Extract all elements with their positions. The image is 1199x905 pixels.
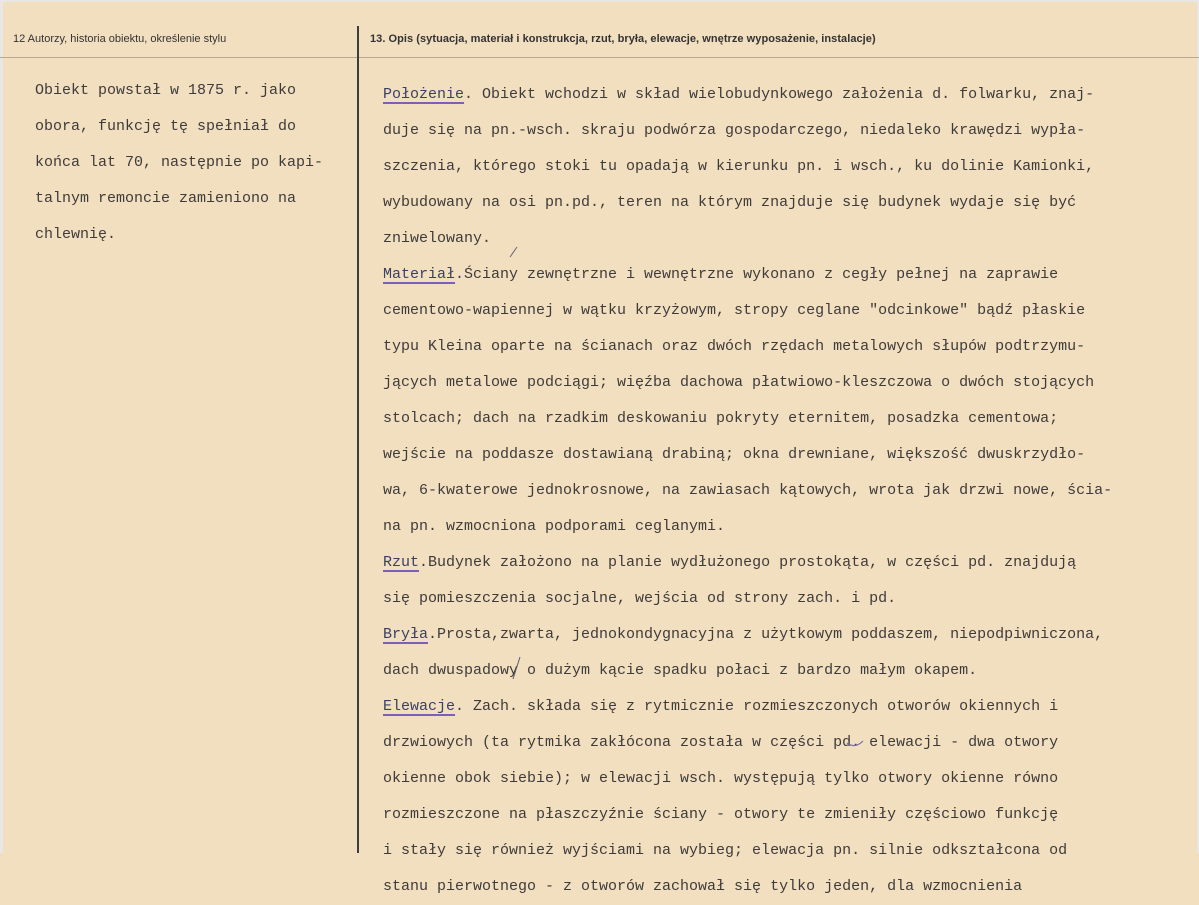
- right-text-line: [383, 365, 1112, 401]
- left-column-header: 12 Autorzy, historia obiektu, określenie stylu: [13, 33, 227, 45]
- line-text: na pn. wzmocniona podporami ceglanymi.: [383, 518, 726, 535]
- right-text-line: [383, 761, 1112, 797]
- right-text-line: [383, 185, 1112, 221]
- right-text-line: [383, 257, 1112, 293]
- right-text-line: [383, 653, 1112, 689]
- right-text-line: [383, 149, 1112, 185]
- left-text-line: chlewnię.: [35, 226, 117, 243]
- left-text-line: Obiekt powstał w 1875 r. jako: [35, 82, 297, 99]
- section-heading: Położenie: [383, 86, 465, 103]
- line-text: wybudowany na osi pn.pd., teren na którym znajduje się budynek wydaje się być: [383, 194, 1077, 211]
- right-column-header: 13. Opis (sytuacja, materiał i konstrukcja, rzut, bryła, elewacje, wnętrze wyposażenie, instalacje): [370, 33, 876, 45]
- left-text-line: talnym remoncie zamieniono na: [35, 190, 297, 207]
- right-text-line: [383, 545, 1112, 581]
- left-text-line: końca lat 70, następnie po kapi-: [35, 154, 324, 171]
- right-text-line: [383, 473, 1112, 509]
- line-text: rozmieszczone na płaszczyźnie ściany - otwory te zmieniły częściowo funkcję: [383, 806, 1059, 823]
- line-text: typu Kleina oparte na ścianach oraz dwóch rzędach metalowych słupów podtrzymu-: [383, 338, 1086, 355]
- right-text-line: [383, 725, 1112, 761]
- line-text: stanu pierwotnego - z otworów zachował się tylko jeden, dla wzmocnienia: [383, 878, 1023, 895]
- line-text: duje się na pn.-wsch. skraju podwórza gospodarczego, niedaleko krawędzi wypła-: [383, 122, 1086, 139]
- line-text: i stały się również wyjściami na wybieg; elewacja pn. silnie odkształcona od: [383, 842, 1068, 859]
- left-text-line: obora, funkcję tę spełniał do: [35, 118, 297, 135]
- right-text-line: [383, 869, 1112, 905]
- right-text-line: [383, 509, 1112, 545]
- right-text-line: [383, 329, 1112, 365]
- section-heading: Rzut: [383, 554, 420, 571]
- column-divider: [357, 26, 359, 853]
- line-text: dach dwuspadowy o dużym kącie spadku połaci z bardzo małym okapem.: [383, 662, 978, 679]
- line-text: . Zach. składa się z rytmicznie rozmieszczonych otworów okiennych i: [455, 698, 1059, 715]
- right-text-line: [383, 833, 1112, 869]
- line-text: .Budynek założono na planie wydłużonego prostokąta, w części pd. znajdują: [419, 554, 1077, 571]
- right-text-line: [383, 617, 1112, 653]
- line-text: drzwiowych (ta rytmika zakłócona została w części pd. elewacji - dwa otwory: [383, 734, 1059, 751]
- line-text: wa, 6-kwaterowe jednokrosnowe, na zawiasach kątowych, wrota jak drzwi nowe, ścia-: [383, 482, 1113, 499]
- line-text: .Ściany zewnętrzne i wewnętrzne wykonano z cegły pełnej na zaprawie: [455, 266, 1059, 283]
- left-column-body: [35, 73, 323, 253]
- line-text: cementowo-wapiennej w wątku krzyżowym, stropy ceglane "odcinkowe" bądź płaskie: [383, 302, 1086, 319]
- right-column-body: [383, 77, 1112, 905]
- right-text-line: [383, 293, 1112, 329]
- right-text-line: [383, 401, 1112, 437]
- line-text: wejście na poddasze dostawianą drabiną; okna drewniane, większość dwuskrzydło-: [383, 446, 1086, 463]
- right-text-line: [383, 581, 1112, 617]
- line-text: zniwelowany.: [383, 230, 492, 247]
- line-text: .Prosta,zwarta, jednokondygnacyjna z użytkowym poddaszem, niepodpiwniczona,: [428, 626, 1104, 643]
- right-text-line: [383, 221, 1112, 257]
- right-text-line: [383, 77, 1112, 113]
- line-text: się pomieszczenia socjalne, wejścia od strony zach. i pd.: [383, 590, 897, 607]
- section-heading: Bryła: [383, 626, 429, 643]
- line-text: jących metalowe podciągi; więźba dachowa płatwiowo-kleszczowa o dwóch stojących: [383, 374, 1095, 391]
- section-heading: Elewacje: [383, 698, 456, 715]
- right-text-line: [383, 437, 1112, 473]
- line-text: . Obiekt wchodzi w skład wielobudynkowego założenia d. folwarku, znaj-: [464, 86, 1095, 103]
- line-text: stolcach; dach na rzadkim deskowaniu pokryty eternitem, posadzka cementowa;: [383, 410, 1059, 427]
- line-text: okienne obok siebie); w elewacji wsch. występują tylko otwory okienne równo: [383, 770, 1059, 787]
- right-text-line: [383, 689, 1112, 725]
- line-text: szczenia, którego stoki tu opadają w kierunku pn. i wsch., ku dolinie Kamionki,: [383, 158, 1095, 175]
- right-text-line: [383, 797, 1112, 833]
- section-heading: Materiał: [383, 266, 456, 283]
- header-rule: [0, 57, 1199, 58]
- right-text-line: [383, 113, 1112, 149]
